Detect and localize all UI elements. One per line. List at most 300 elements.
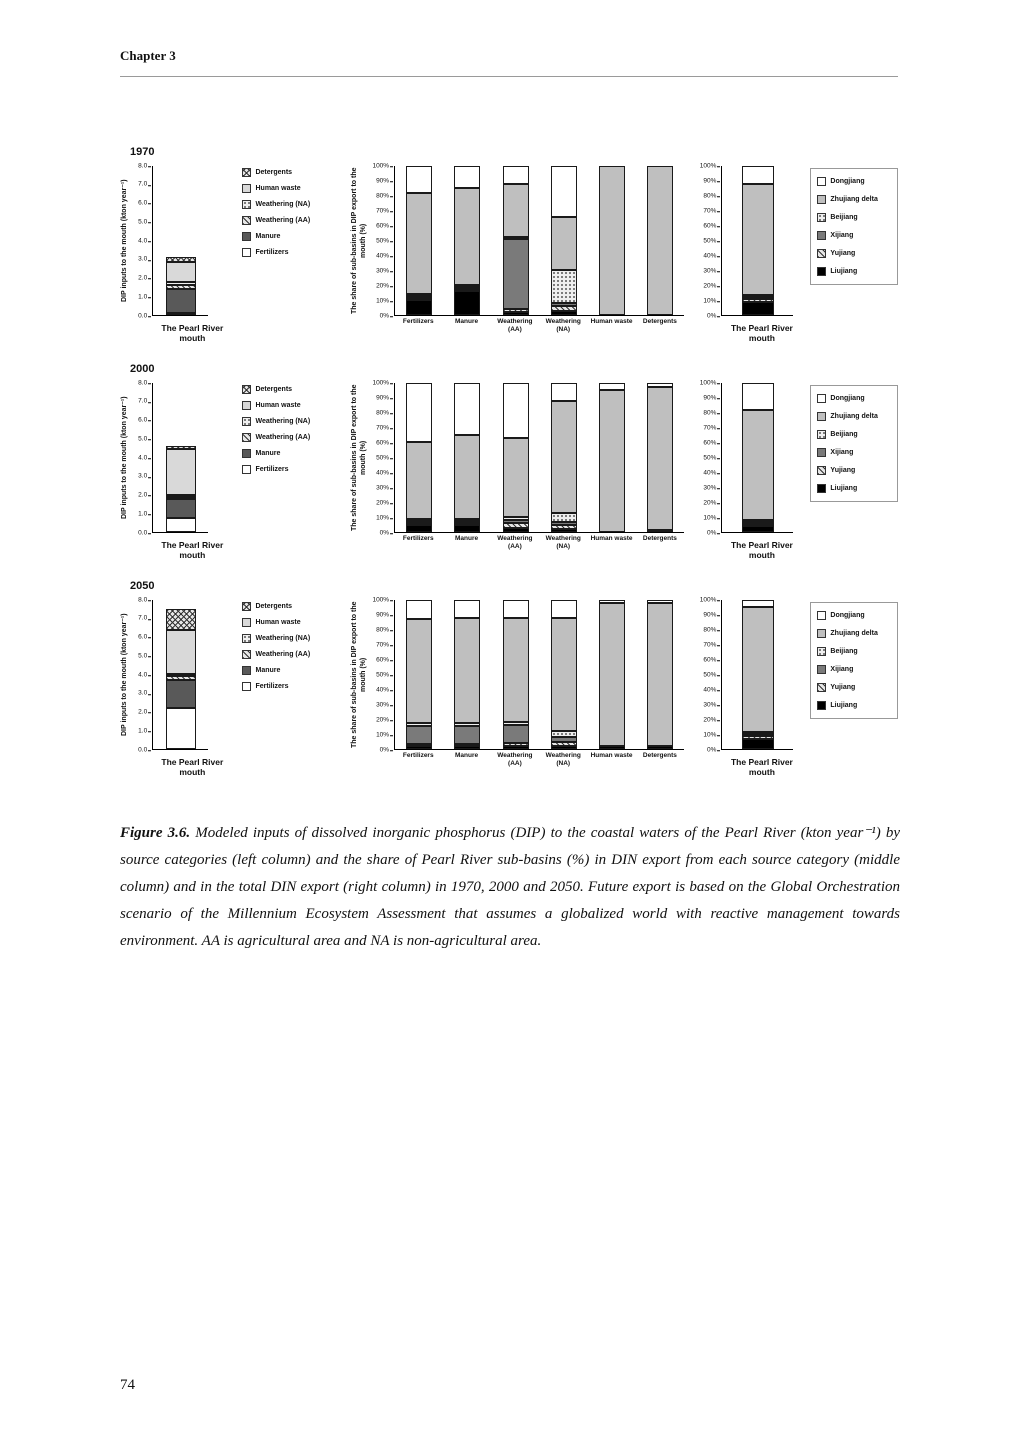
y-tick-label: 20% [376,715,390,723]
bar-segment-zhujiang-delta [503,438,529,517]
sources-legend [242,602,317,691]
y-tick-label: 20% [703,281,717,289]
chart-area [129,378,232,560]
legend-label: Weathering (AA) [255,650,311,658]
sources-legend [242,168,317,257]
legend-label: Xijiang [830,448,854,456]
y-tick-label: 60% [703,655,717,663]
bar-segment-liujiang [742,526,774,532]
stacked-bar-chart [368,378,684,551]
legend-item [817,231,891,240]
y-axis [368,595,394,753]
plot-column [152,600,232,777]
y-tick-label: 30% [376,266,390,274]
y-tick-label: 60% [703,438,717,446]
subbasins-legend [810,602,898,719]
bar-segment-liujiang [454,746,480,749]
stacked-bar-chart [129,595,232,777]
human-waste-swatch-icon [242,401,251,410]
bar-segment-liujiang [647,746,673,749]
legend-item [242,682,317,691]
y-tick-label: 7.0 [138,397,148,405]
manure-swatch-icon [242,666,251,675]
y-tick-label: 90% [376,393,390,401]
plot-area [721,166,793,316]
yujiang-swatch-icon [817,683,826,692]
bar-segment-zhujiang-delta [551,217,577,271]
plot-column [721,166,802,343]
plot-area [394,600,684,750]
category-label: Manure [455,535,479,542]
stacked-bar-chart [698,378,802,560]
detergents-swatch-icon [242,385,251,394]
bar-segment-zhujiang-delta [647,387,673,530]
y-tick-label: 30% [703,266,717,274]
y-tick-label: 100% [699,378,717,386]
chart-area [698,161,802,343]
liujiang-swatch-icon [817,484,826,493]
bar-segment-liujiang [454,291,480,315]
liujiang-swatch-icon [817,267,826,276]
figure-row-2000 [120,363,898,560]
charts-row [120,161,898,343]
charts-row [120,595,898,777]
chart-area [698,378,802,560]
detergents-swatch-icon [242,602,251,611]
y-tick-label: 80% [703,625,717,633]
bar-segment-detergents [166,609,196,629]
legend-item [817,665,891,674]
legend-item [817,430,891,439]
year-label: 2000 [130,363,155,375]
dongjiang-swatch-icon [817,611,826,620]
category-label: Weathering (NA) [545,318,581,333]
y-tick-label: 1.0 [138,510,148,517]
stacked-bar-detergents [647,166,673,315]
y-axis [698,595,721,753]
legend-label: Xijiang [830,231,854,239]
category-label: Manure [455,752,479,759]
legend-item [242,248,317,257]
y-axis [129,595,152,753]
bar-segment-dongjiang [551,600,577,618]
human-waste-swatch-icon [242,618,251,627]
bar-segment-dongjiang [503,166,529,184]
bar-segment-manure [166,680,196,708]
stacked-bar-weathering-aa [503,166,529,315]
stacked-bar-fertilizers [406,166,432,315]
weathering-aa-swatch-icon [242,433,251,442]
stacked-bar-the-pearl-river-mouth [166,383,196,532]
zhujiang-delta-swatch-icon [817,412,826,421]
y-tick-label: 0% [379,528,390,536]
y-tick-label: 100% [372,595,390,603]
y-tick-label: 1.0 [138,727,148,734]
y-tick-label: 100% [372,378,390,386]
y-tick-label: 5.0 [138,435,148,442]
stacked-bar-chart [368,595,684,768]
legend-item [817,647,891,656]
y-tick-label: 4.0 [138,670,148,678]
legend-item [242,618,317,627]
mouth-share-chart [698,161,802,343]
legend-label: Zhujiang delta [830,629,878,637]
y-tick-label: 80% [703,408,717,416]
stacked-bar-detergents [647,383,673,532]
bar-segment-fertilizers [166,708,196,749]
bar-segment-liujiang [406,300,432,315]
bar-segment-manure [166,499,196,518]
plot-column [152,383,232,560]
legend-item [817,611,891,620]
y-axis-title: DIP inputs to the mouth (kton year⁻¹) [121,179,128,303]
y-tick-label: 90% [703,393,717,401]
bar-segment-dongjiang [454,166,480,188]
bar-segment-liujiang [503,528,529,532]
stacked-bar-weathering-na [551,600,577,749]
y-tick-label: 40% [703,468,717,476]
bar-segment-xijiang [503,725,529,743]
y-tick-label: 0% [707,745,717,753]
xijiang-swatch-icon [817,448,826,457]
bar-segment-liujiang [503,312,529,315]
bar-column-the-pearl-river-mouth [153,383,208,532]
bar-segment-human-waste [166,630,196,675]
y-tick-label: 8.0 [138,378,148,386]
chart-area [129,595,232,777]
y-tick-label: 70% [703,640,717,648]
bar-segment-zhujiang-delta [599,390,625,532]
y-tick-label: 10% [703,730,717,738]
y-tick-label: 7.0 [138,180,148,188]
figure-caption [120,820,900,955]
legend-item [817,195,891,204]
y-tick-label: 20% [703,498,717,506]
legend-label: Weathering (AA) [255,433,311,441]
category-label: Weathering (AA) [497,752,533,767]
stacked-bar-the-pearl-river-mouth [742,383,774,532]
legend-label: Manure [255,232,281,240]
bar-segment-zhujiang-delta [454,188,480,285]
y-tick-label: 3.0 [138,689,148,697]
y-tick-label: 10% [376,296,390,304]
y-tick-label: 0.0 [138,745,148,753]
y-tick-label: 0.0 [138,528,148,536]
bar-segment-zhujiang-delta [406,619,432,723]
bar-segment-human-waste [166,262,196,282]
bar-segment-beijiang [551,513,577,522]
y-tick-label: 10% [703,513,717,521]
bar-segment-dongjiang [599,383,625,390]
stacked-bar-human-waste [599,383,625,532]
legend-item [817,412,891,421]
legend-label: Beijiang [830,647,858,655]
y-tick-label: 40% [376,468,390,476]
detergents-swatch-icon [242,168,251,177]
y-tick-label: 60% [703,221,717,229]
subbasins-legend [810,385,898,502]
y-tick-label: 70% [376,423,390,431]
bar-segment-zhujiang-delta [551,401,577,513]
bar-segment-liujiang [551,746,577,749]
page-number: 74 [120,1377,135,1393]
subbasin-share-chart [350,161,684,334]
chart-area [368,595,684,768]
category-labels [394,535,684,551]
bar-column-human-waste [588,600,636,749]
bar-segment-zhujiang-delta [503,618,529,722]
stacked-bar-the-pearl-river-mouth [742,166,774,315]
y-tick-label: 100% [699,595,717,603]
y-tick-label: 0% [379,311,390,319]
x-axis-title: The Pearl River mouth [730,540,793,560]
mouth-share-chart [698,378,802,560]
bar-segment-liujiang [551,311,577,315]
y-tick-label: 60% [376,221,390,229]
y-tick-label: 40% [703,685,717,693]
chart-area [129,161,232,343]
plot-area [721,383,793,533]
stacked-bar-weathering-aa [503,600,529,749]
legend-item [242,666,317,675]
category-label: Weathering (NA) [545,535,581,550]
legend-item [817,683,891,692]
legend-label: Xijiang [830,665,854,673]
y-tick-label: 70% [703,423,717,431]
legend-item [817,394,891,403]
manure-swatch-icon [242,449,251,458]
bar-segment-zhujiang-delta [599,166,625,315]
y-tick-label: 80% [376,191,390,199]
y-tick-label: 20% [376,498,390,506]
bar-segment-human-waste [166,449,196,495]
x-axis-title: The Pearl River mouth [161,757,224,777]
y-axis-title: DIP inputs to the mouth (kton year⁻¹) [121,613,128,737]
category-label: Fertilizers [402,752,434,759]
y-axis [129,378,152,536]
legend-label: Dongjiang [830,611,865,619]
weathering-na-swatch-icon [242,417,251,426]
y-tick-label: 30% [703,700,717,708]
legend-item [817,448,891,457]
subbasin-share-chart [350,595,684,768]
plot-column [394,166,684,334]
charts-row [120,378,898,560]
legend-item [817,213,891,222]
plot-area [152,166,208,316]
plot-column [394,383,684,551]
bar-column-weathering-aa [491,383,539,532]
y-tick-label: 3.0 [138,472,148,480]
bar-column-manure [443,166,491,315]
weathering-na-swatch-icon [242,634,251,643]
dip-inputs-chart [120,595,232,777]
bar-segment-dongjiang [742,383,774,410]
xijiang-swatch-icon [817,665,826,674]
fertilizers-swatch-icon [242,465,251,474]
category-label: Detergents [642,535,677,542]
bar-segment-liujiang [647,530,673,532]
bar-column-weathering-na [540,383,588,532]
figure-row-2050 [120,580,898,777]
y-axis [368,161,394,319]
y-tick-label: 4.0 [138,236,148,244]
category-label: Detergents [642,318,677,325]
y-tick-label: 0% [379,745,390,753]
y-tick-label: 30% [703,483,717,491]
y-tick-label: 10% [376,513,390,521]
dongjiang-swatch-icon [817,177,826,186]
y-tick-label: 70% [703,206,717,214]
stacked-bar-detergents [647,600,673,749]
dongjiang-swatch-icon [817,394,826,403]
y-tick-label: 90% [703,176,717,184]
figure-caption-label: Figure 3.6. [120,825,191,841]
bar-column-fertilizers [395,383,443,532]
zhujiang-delta-swatch-icon [817,629,826,638]
bar-segment-dongjiang [406,166,432,193]
bar-segment-dongjiang [742,600,774,607]
fertilizers-swatch-icon [242,682,251,691]
y-axis-title: The share of sub-basins in DIP export to the mouth (%) [350,167,367,315]
bar-segment-dongjiang [454,383,480,435]
y-tick-label: 80% [376,408,390,416]
stacked-bar-human-waste [599,166,625,315]
legend-label: Weathering (NA) [255,634,311,642]
bar-segment-zhujiang-delta [454,435,480,519]
y-axis-title: The share of sub-basins in DIP export to the mouth (%) [350,601,367,749]
bar-column-manure [443,383,491,532]
figure-caption-text: Modeled inputs of dissolved inorganic phosphorus (DIP) to the coastal waters of the Pearl River (kton year⁻¹) by source categories (left column) and the share of Pearl River sub-basins (%) in DIN export from each source category (middle column) and in the total DIN export (right column) in 1970, 2000 and 2050. Future export is based on the Global Orchestration scenario of the Millennium Ecosystem Assessment that assumes a globalized world with reactive management towards environment. AA is agricultural area and NA is non-agricultural area. [120,825,900,949]
weathering-na-swatch-icon [242,200,251,209]
legend-label: Manure [255,449,281,457]
legend-label: Weathering (NA) [255,417,311,425]
subbasin-share-chart [350,378,684,551]
legend-item [242,401,317,410]
legend-label: Weathering (NA) [255,200,311,208]
bar-column-weathering-aa [491,600,539,749]
legend-item [817,177,891,186]
stacked-bar-chart [698,595,802,777]
legend-label: Liujiang [830,267,858,275]
y-tick-label: 0% [707,311,717,319]
legend-label: Human waste [255,184,301,192]
legend-item [817,267,891,276]
y-tick-label: 4.0 [138,453,148,461]
legend-label: Yujiang [830,683,856,691]
y-tick-label: 6.0 [138,633,148,641]
legend-item [242,465,317,474]
y-axis [698,161,721,319]
category-label: Fertilizers [402,535,434,542]
x-axis-title: The Pearl River mouth [161,323,224,343]
plot-area [721,600,793,750]
chapter-header: Chapter 3 [120,48,898,77]
y-tick-label: 60% [376,655,390,663]
category-label: Human waste [590,535,633,542]
bar-segment-dongjiang [742,166,774,184]
bar-segment-zhujiang-delta [406,193,432,295]
y-tick-label: 20% [376,281,390,289]
liujiang-swatch-icon [817,701,826,710]
legend-label: Yujiang [830,466,856,474]
y-tick-label: 40% [703,251,717,259]
bar-segment-liujiang [454,525,480,532]
legend-label: Liujiang [830,701,858,709]
legend-item [242,650,317,659]
bar-segment-liujiang [599,746,625,749]
y-tick-label: 7.0 [138,614,148,622]
y-tick-label: 2.0 [138,708,148,716]
x-axis-title: The Pearl River mouth [730,323,793,343]
legend-label: Fertilizers [255,465,289,473]
legend-item [242,634,317,643]
bar-column-fertilizers [395,600,443,749]
y-tick-label: 2.0 [138,274,148,282]
stacked-bar-the-pearl-river-mouth [166,600,196,749]
y-axis [698,378,721,536]
category-label: Human waste [590,318,633,325]
stacked-bar-weathering-aa [503,383,529,532]
bar-column-detergents [636,166,684,315]
y-tick-label: 100% [372,161,390,169]
plot-area [152,600,208,750]
category-label: Human waste [590,752,633,759]
dip-inputs-chart [120,378,232,560]
category-label: Weathering (NA) [545,752,581,767]
category-labels [394,752,684,768]
legend-label: Dongjiang [830,177,865,185]
y-tick-label: 10% [703,296,717,304]
bar-segment-dongjiang [406,383,432,442]
legend-item [242,200,317,209]
subbasins-legend [810,168,898,285]
stacked-bar-fertilizers [406,600,432,749]
legend-item [242,184,317,193]
y-tick-label: 8.0 [138,161,148,169]
stacked-bar-manure [454,166,480,315]
yujiang-swatch-icon [817,249,826,258]
beijiang-swatch-icon [817,213,826,222]
legend-label: Human waste [255,618,301,626]
legend-label: Beijiang [830,430,858,438]
y-tick-label: 70% [376,206,390,214]
bar-column-the-pearl-river-mouth [722,166,793,315]
x-axis-title: The Pearl River mouth [730,757,793,777]
y-tick-label: 2.0 [138,491,148,499]
bar-column-weathering-na [540,166,588,315]
figure-3-6 [120,146,898,797]
y-axis [129,161,152,319]
legend-item [242,602,317,611]
legend-item [242,385,317,394]
category-label: Weathering (AA) [497,535,533,550]
beijiang-swatch-icon [817,647,826,656]
y-tick-label: 80% [376,625,390,633]
legend-item [817,484,891,493]
legend-item [817,466,891,475]
y-tick-label: 0.0 [138,311,148,319]
bar-column-weathering-aa [491,166,539,315]
legend-label: Dongjiang [830,394,865,402]
legend-item [817,249,891,258]
bar-segment-liujiang [551,529,577,532]
bar-segment-liujiang [406,525,432,532]
y-tick-label: 3.0 [138,255,148,263]
bar-segment-zhujiang-delta [647,166,673,315]
stacked-bar-chart [698,161,802,343]
bar-column-manure [443,600,491,749]
